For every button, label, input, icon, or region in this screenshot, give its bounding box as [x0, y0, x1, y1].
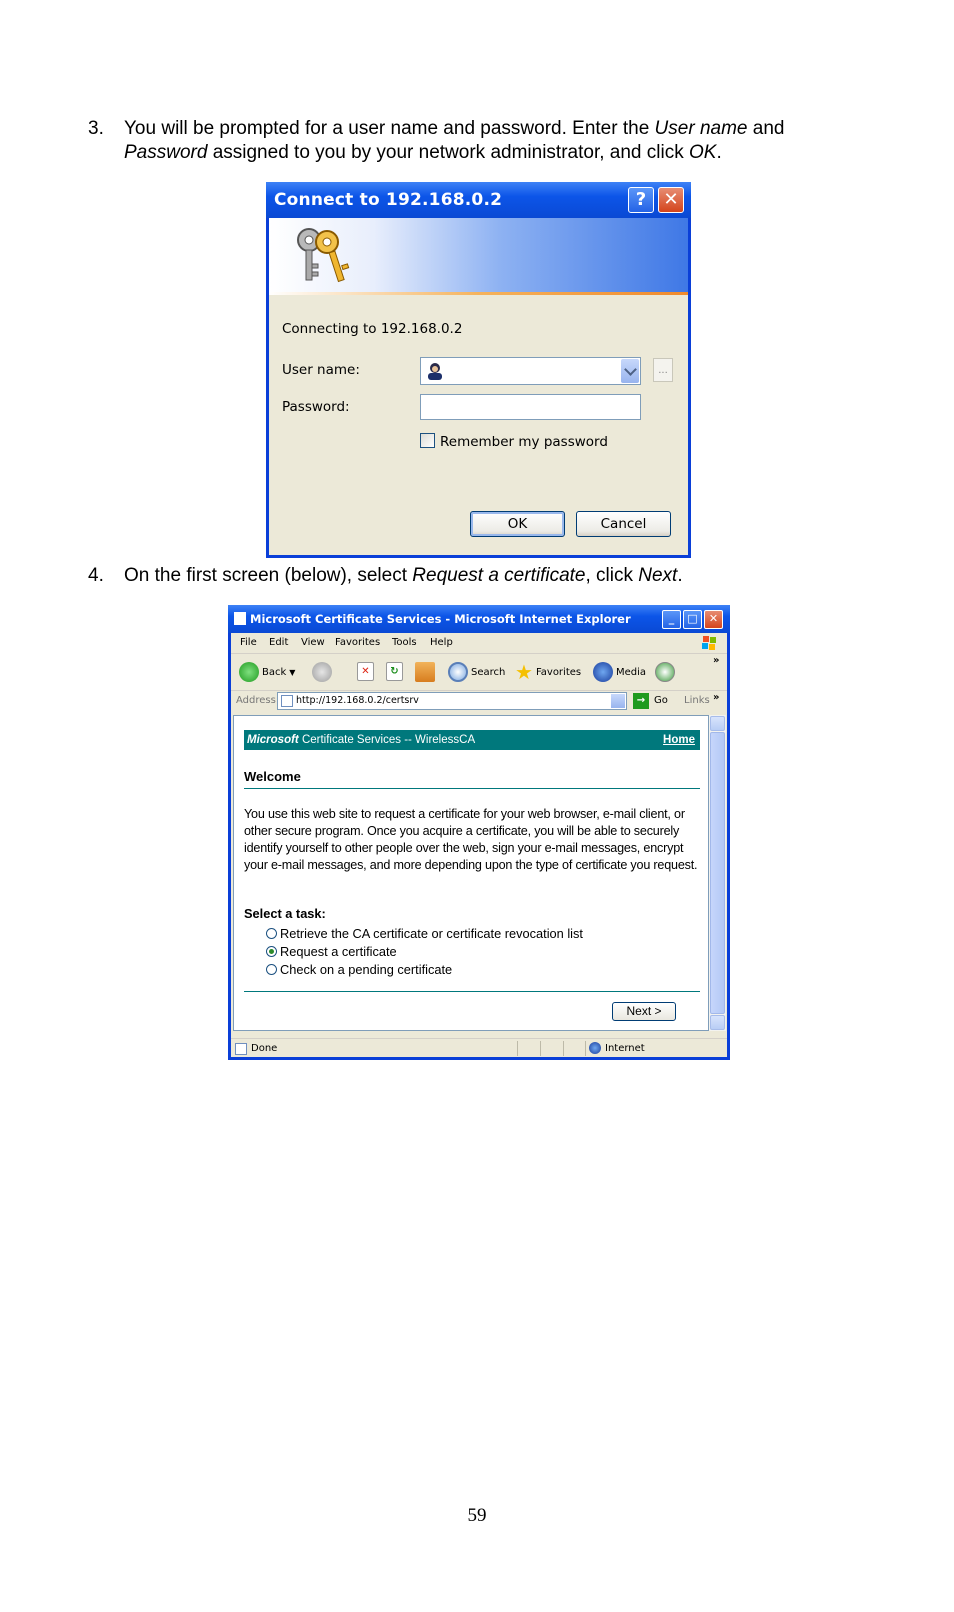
menu-tools[interactable]: Tools — [392, 637, 417, 648]
scroll-up-button[interactable] — [710, 716, 725, 731]
address-bar — [231, 691, 727, 713]
ie-title: Microsoft Certificate Services - Microsoft Internet Explorer — [250, 612, 631, 626]
dialog-title: Connect to 192.168.0.2 — [274, 190, 503, 210]
task-title: Select a task: — [244, 906, 326, 921]
menu-file[interactable]: File — [240, 637, 257, 648]
task-option-pending[interactable] — [266, 962, 452, 977]
dialog-banner — [269, 218, 688, 294]
favorites-label: Favorites — [535, 666, 582, 678]
remember-password-checkbox[interactable] — [420, 433, 435, 448]
home-button[interactable] — [415, 662, 435, 682]
ie-window — [228, 605, 730, 1060]
close-button[interactable]: ✕ — [658, 187, 684, 213]
ok-button[interactable]: OK — [470, 511, 565, 537]
toolbar — [231, 654, 727, 691]
menu-bar — [231, 633, 727, 654]
close-button[interactable]: ✕ — [704, 610, 723, 629]
login-dialog — [266, 182, 691, 558]
scroll-thumb[interactable] — [710, 732, 725, 1014]
divider — [244, 991, 700, 992]
forward-button[interactable] — [312, 662, 332, 682]
menu-favorites[interactable]: Favorites — [335, 637, 381, 648]
status-text: Done — [251, 1043, 278, 1054]
back-label: Back — [262, 666, 287, 678]
address-url: http://192.168.0.2/certsrv — [296, 695, 419, 706]
ie-client — [231, 633, 727, 1057]
media-button[interactable] — [593, 662, 646, 682]
task-label: Check on a pending certificate — [280, 962, 453, 977]
task-option-retrieve[interactable] — [266, 926, 583, 941]
history-button[interactable] — [655, 662, 675, 682]
menu-view[interactable]: View — [301, 637, 325, 648]
maximize-button[interactable]: □ — [683, 610, 702, 629]
header-text: Certificate Services -- WirelessCA — [298, 734, 476, 746]
menu-help[interactable]: Help — [430, 637, 453, 648]
search-button[interactable] — [448, 662, 505, 682]
address-input[interactable] — [277, 692, 627, 710]
keys-icon — [291, 224, 351, 288]
refresh-icon: ↻ — [386, 662, 403, 681]
task-label: Request a certificate — [280, 944, 397, 959]
favorites-star-icon: ★ — [515, 660, 533, 684]
forward-arrow-icon — [312, 662, 332, 682]
remember-password-label[interactable]: Remember my password — [440, 434, 608, 450]
help-button[interactable]: ? — [628, 187, 654, 213]
dialog-title-bar[interactable] — [266, 182, 691, 218]
back-button[interactable] — [239, 662, 295, 682]
go-arrow-icon[interactable]: → — [633, 693, 649, 709]
dialog-body — [269, 295, 688, 555]
back-dropdown-icon[interactable]: ▼ — [289, 667, 296, 677]
home-icon — [415, 662, 435, 682]
password-field[interactable] — [420, 394, 641, 420]
toolbar-chevron[interactable]: » — [713, 655, 720, 666]
address-dropdown-button[interactable] — [611, 694, 625, 708]
task-option-request[interactable] — [266, 944, 397, 959]
status-separator — [517, 1041, 518, 1056]
search-icon — [448, 662, 468, 682]
certsrv-header — [244, 730, 700, 750]
ie-page-icon — [235, 1043, 247, 1055]
stop-icon: ✕ — [357, 662, 374, 681]
radio-retrieve[interactable] — [266, 928, 277, 939]
status-separator — [540, 1041, 541, 1056]
divider — [244, 788, 700, 789]
cancel-button[interactable]: Cancel — [576, 511, 671, 537]
page-content — [233, 715, 709, 1031]
radio-pending[interactable] — [266, 964, 277, 975]
history-icon — [655, 662, 675, 682]
minimize-button[interactable]: _ — [662, 610, 681, 629]
step-text: You will be prompted for a user name and password. Enter the User name and Password assigned to you by your network administrator, and click OK. — [124, 118, 785, 163]
menu-edit[interactable]: Edit — [269, 637, 289, 648]
refresh-button[interactable] — [386, 662, 403, 681]
search-label: Search — [471, 666, 506, 678]
status-bar — [231, 1038, 727, 1058]
welcome-heading: Welcome — [244, 769, 301, 784]
user-icon — [426, 362, 444, 381]
links-chevron[interactable]: » — [713, 692, 720, 703]
back-arrow-icon — [239, 662, 259, 682]
ie-title-bar[interactable] — [228, 605, 730, 633]
next-button[interactable]: Next > — [612, 1002, 676, 1021]
stop-button[interactable] — [357, 662, 374, 681]
vertical-scrollbar[interactable] — [709, 715, 726, 1031]
favorites-button[interactable] — [515, 662, 581, 682]
status-separator — [563, 1041, 564, 1056]
task-label: Retrieve the CA certificate or certificate revocation list — [280, 926, 583, 941]
step-number: 3. — [88, 118, 104, 139]
links-label[interactable]: Links — [684, 695, 710, 706]
intro-paragraph: You use this web site to request a certificate for your web browser, e-mail client, or other secure program. Once you acquire a certificate, you will be able to securely identify yourself to other people over the web, sign your e-mail messages, encrypt your e-mail messages, and more depending upon the type of certificate you request. — [244, 807, 698, 872]
zone-text: Internet — [605, 1043, 645, 1054]
connecting-text: Connecting to 192.168.0.2 — [282, 321, 463, 337]
ie-page-icon — [234, 612, 246, 625]
password-label: Password: — [282, 399, 350, 415]
browse-button[interactable]: ... — [653, 358, 673, 382]
user-name-label: User name: — [282, 362, 360, 378]
step-number: 4. — [88, 565, 104, 586]
media-label: Media — [616, 666, 647, 678]
brand-name: Microsoft — [247, 734, 299, 746]
scroll-down-button[interactable] — [710, 1015, 725, 1030]
page-number: 59 — [467, 1505, 487, 1526]
windows-logo-icon — [701, 635, 719, 651]
radio-request[interactable] — [266, 946, 277, 957]
internet-zone-icon — [589, 1042, 601, 1054]
go-label[interactable]: Go — [654, 695, 668, 706]
media-icon — [593, 662, 613, 682]
home-link[interactable]: Home — [663, 734, 695, 746]
user-name-combo[interactable] — [420, 357, 641, 385]
user-name-dropdown-button[interactable] — [621, 359, 639, 383]
ie-page-icon — [281, 695, 293, 707]
step-text: On the first screen (below), select Request a certificate, click Next. — [124, 565, 683, 586]
address-label: Address — [236, 695, 276, 706]
status-separator — [585, 1041, 586, 1056]
